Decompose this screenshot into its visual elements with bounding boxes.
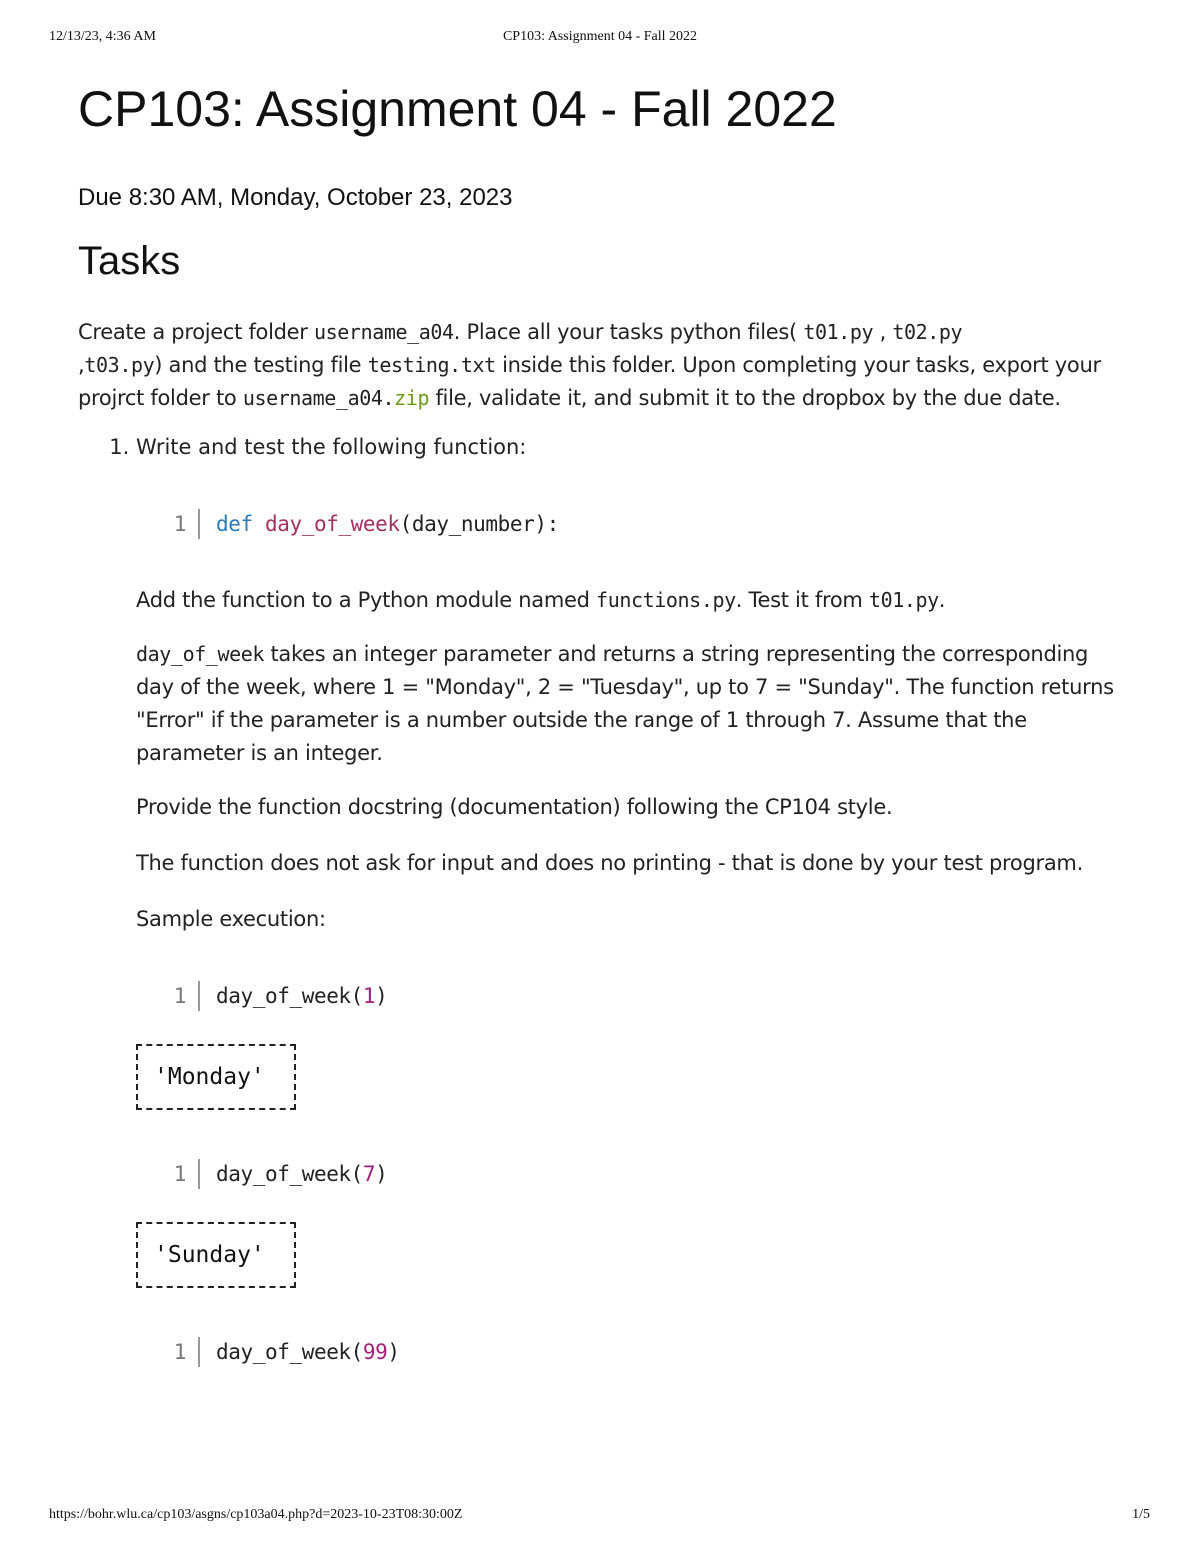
module-text: . (938, 588, 946, 612)
line-number: 1 (173, 983, 186, 1008)
description-text: takes an integer parameter and returns a string representing the corresponding day of the week, where 1 = "Monday", 2 = "Tuesday", up to 7 = "Sunday". The function returns "Error" if the parameter is a number outside the range of 1 through 7. Assume that the parameter is an integer. (136, 642, 1114, 765)
due-date: Due 8:30 AM, Monday, October 23, 2023 (78, 184, 513, 211)
sample-output: 'Monday' (136, 1044, 296, 1110)
module-instructions (136, 584, 1118, 617)
module-text: Add the function to a Python module named (136, 588, 597, 612)
line-number: 1 (173, 1339, 186, 1364)
zip-extension-code: zip (394, 386, 430, 410)
intro-text: Create a project folder (78, 320, 314, 344)
page-title: CP103: Assignment 04 - Fall 2022 (78, 81, 837, 137)
intro-text: . Place all your tasks python files( (453, 320, 804, 344)
intro-text: , (873, 320, 893, 344)
function-name-code: day_of_week (136, 642, 265, 666)
module-name-code: functions.py (596, 588, 736, 612)
sample-close: ) (375, 983, 388, 1008)
intro-text: file, validate it, and submit it to the dropbox by the due date. (429, 386, 1061, 410)
document-content (78, 78, 1118, 1370)
file-t03-code: t03.py (84, 353, 155, 377)
function-params: (day_number): (399, 511, 559, 536)
intro-text: inside this folder. Upon completing your tasks, export your projrct folder to (78, 353, 1101, 410)
tasks-heading: Tasks (78, 239, 181, 283)
function-name: day_of_week (264, 511, 400, 536)
line-divider (198, 1159, 200, 1189)
sample-output: 'Sunday' (136, 1222, 296, 1288)
line-number: 1 (173, 1161, 186, 1186)
module-text: . Test it from (735, 588, 869, 612)
sample-call: day_of_week( (216, 1161, 363, 1186)
testing-file-code: testing.txt (367, 353, 496, 377)
sample-close: ) (387, 1339, 400, 1364)
line-divider (198, 981, 200, 1011)
sample-call-code (168, 1334, 1118, 1370)
sample-call: day_of_week( (216, 983, 363, 1008)
sample-call: day_of_week( (216, 1339, 363, 1364)
sample-output-wrap (136, 1222, 1118, 1288)
file-t02-code: t02.py (892, 320, 963, 344)
task-1-body (136, 506, 1118, 1370)
test-module-code: t01.py (868, 588, 939, 612)
line-divider (198, 1337, 200, 1367)
print-page-title: CP103: Assignment 04 - Fall 2022 (502, 29, 698, 44)
file-t01-code: t01.py (803, 320, 874, 344)
line-divider (198, 509, 200, 539)
def-keyword: def (216, 511, 253, 536)
zip-name-code: username_a04. (242, 386, 395, 410)
folder-name-code: username_a04 (314, 320, 454, 344)
intro-paragraph (78, 316, 1118, 415)
io-instructions: The function does not ask for input and does no printing - that is done by your test program. (136, 851, 1083, 875)
print-page-number: 1/5 (1132, 1507, 1150, 1522)
code-space (253, 508, 265, 541)
intro-text: ) and the testing file (154, 353, 368, 377)
sample-call-code (168, 978, 1118, 1014)
task-list (78, 431, 1118, 1370)
sample-call-code (168, 1156, 1118, 1192)
sample-arg: 1 (362, 983, 376, 1008)
sample-output-wrap (136, 1044, 1118, 1110)
print-timestamp: 12/13/23, 4:36 AM (49, 29, 156, 44)
print-url: https://bohr.wlu.ca/cp103/asgns/cp103a04.php?d=2023-10-23T08:30:00Z (49, 1507, 463, 1522)
task-1-title: Write and test the following function: (136, 435, 527, 459)
sample-execution-label: Sample execution: (136, 907, 326, 931)
task-item-1 (136, 431, 1118, 1370)
sample-arg: 7 (362, 1161, 376, 1186)
intro-text: , (78, 353, 85, 377)
function-signature-code (168, 506, 1118, 542)
sample-close: ) (375, 1161, 388, 1186)
sample-arg: 99 (362, 1339, 388, 1364)
line-number: 1 (173, 511, 186, 536)
docstring-instructions: Provide the function docstring (documentation) following the CP104 style. (136, 795, 893, 819)
function-description (136, 638, 1118, 770)
